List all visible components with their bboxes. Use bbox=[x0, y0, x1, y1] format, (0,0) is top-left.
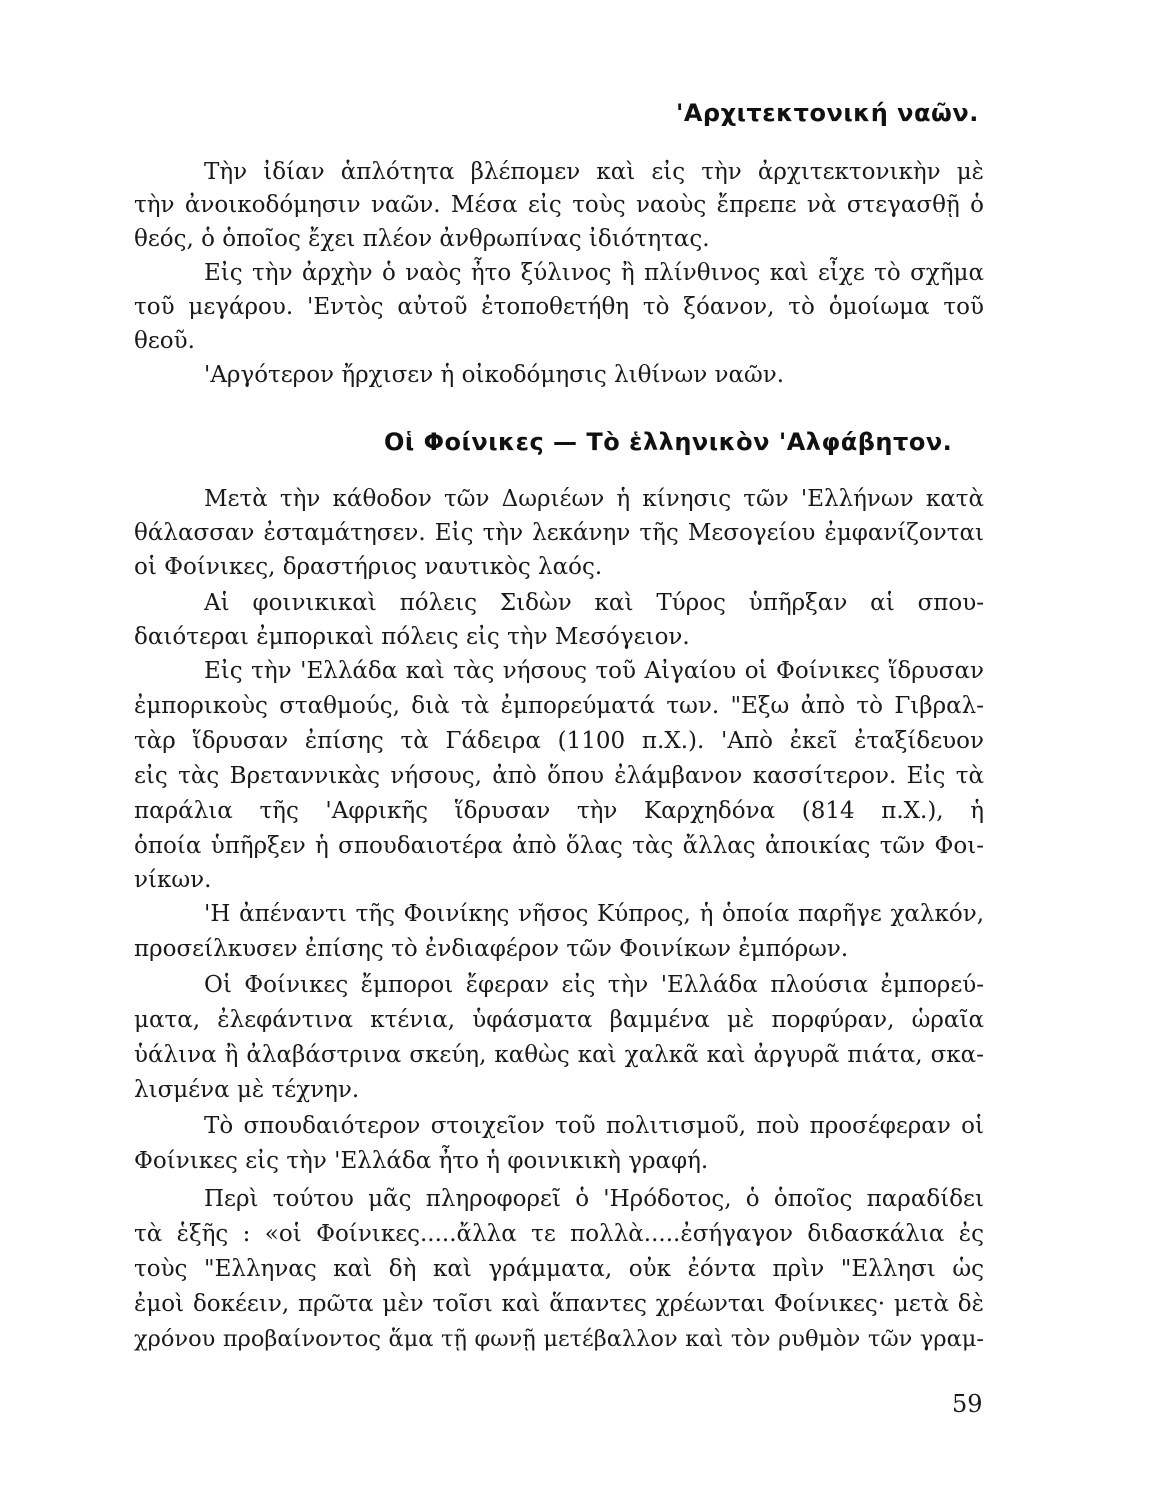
text-line: θεός, ὁ ὁποῖος ἔχει πλέον ἀνθρωπίνας ἰδιότητας. bbox=[134, 226, 710, 252]
text-line: Φοίνικες εἰς τὴν 'Ελλάδα ἦτο ἡ φοινικικὴ γραφή. bbox=[134, 1148, 709, 1174]
text-line: τὰρ ἵδρυσαν ἐπίσης τὰ Γάδειρα (1100 π.Χ.). 'Απὸ ἐκεῖ ἐταξίδευον bbox=[134, 728, 984, 754]
text-line: νίκων. bbox=[134, 867, 212, 893]
text-line: τοὺς "Ελληνας καὶ δὴ καὶ γράμματα, οὐκ ἐόντα πρὶν "Ελλησι ὡς bbox=[134, 1256, 984, 1282]
text-line: θεοῦ. bbox=[134, 328, 195, 354]
text-line: 'Αργότερον ἤρχισεν ἡ οἰκοδόμησις λιθίνων ναῶν. bbox=[204, 362, 785, 388]
text-line: Περὶ τούτου μᾶς πληροφορεῖ ὁ 'Ηρόδοτος, ὁ ὁποῖος παραδίδει bbox=[204, 1186, 984, 1212]
text-line: οἱ Φοίνικες, δραστήριος ναυτικὸς λαός. bbox=[134, 554, 603, 580]
text-line: Οἱ Φοίνικες ἔμποροι ἔφεραν εἰς τὴν 'Ελλάδα πλούσια ἐμπορεύ- bbox=[204, 972, 984, 998]
text-line: τὰ ἑξῆς : «οἱ Φοίνικες.....ἄλλα τε πολλὰ.....ἐσήγαγον διδασκάλια ἐς bbox=[134, 1221, 984, 1247]
text-line: Εἰς τὴν 'Ελλάδα καὶ τὰς νήσους τοῦ Αἰγαίου οἱ Φοίνικες ἵδρυσαν bbox=[204, 658, 984, 684]
text-line: θάλασσαν ἐσταμάτησεν. Εἰς τὴν λεκάνην τῆς Μεσογείου ἐμφανίζονται bbox=[134, 520, 984, 546]
text-line: δαιότεραι ἐμπορικαὶ πόλεις εἰς τὴν Μεσόγειον. bbox=[134, 624, 690, 650]
text-line: προσείλκυσεν ἐπίσης τὸ ἐνδιαφέρον τῶν Φοινίκων ἐμπόρων. bbox=[134, 936, 849, 962]
text-line: χρόνου προβαίνοντος ἅμα τῇ φωνῇ μετέβαλλον καὶ τὸν ρυθμὸν τῶν γραμ- bbox=[134, 1326, 984, 1352]
text-line: λισμένα μὲ τέχνην. bbox=[134, 1077, 360, 1103]
text-line: ὑάλινα ἢ ἀλαβάστρινα σκεύη, καθὼς καὶ χαλκᾶ καὶ ἀργυρᾶ πιάτα, σκα- bbox=[134, 1042, 984, 1068]
text-line: Εἰς τὴν ἀρχὴν ὁ ναὸς ἦτο ξύλινος ἢ πλίνθινος καὶ εἶχε τὸ σχῆμα bbox=[204, 260, 984, 286]
text-line: ματα, ἐλεφάντινα κτένια, ὑφάσματα βαμμένα μὲ πορφύραν, ὡραῖα bbox=[134, 1007, 984, 1033]
text-line: Τὸ σπουδαιότερον στοιχεῖον τοῦ πολιτισμοῦ, ποὺ προσέφεραν οἱ bbox=[204, 1113, 984, 1139]
text-line: εἰς τὰς Βρεταννικὰς νήσους, ἀπὸ ὅπου ἐλάμβανον κασσίτερον. Εἰς τὰ bbox=[134, 763, 984, 789]
text-line: ὁποία ὑπῆρξεν ἡ σπουδαιοτέρα ἀπὸ ὅλας τὰς ἄλλας ἀποικίας τῶν Φοι- bbox=[134, 833, 984, 859]
text-line: τοῦ μεγάρου. 'Εντὸς αὐτοῦ ἐτοποθετήθη τὸ ξόανον, τὸ ὁμοίωμα τοῦ bbox=[134, 294, 984, 320]
text-line: ἐμπορικοὺς σταθμούς, διὰ τὰ ἐμπορεύματά των. "Εξω ἀπὸ τὸ Γιβραλ- bbox=[134, 693, 984, 719]
text-line: παράλια τῆς 'Αφρικῆς ἵδρυσαν τὴν Καρχηδόνα (814 π.Χ.), ἡ bbox=[134, 798, 984, 824]
text-line: 'Η ἀπέναντι τῆς Φοινίκης νῆσος Κύπρος, ἡ ὁποία παρῆγε χαλκόν, bbox=[204, 901, 984, 927]
text-line: τὴν ἀνοικοδόμησιν ναῶν. Μέσα εἰς τοὺς ναοὺς ἔπρεπε νὰ στεγασθῇ ὁ bbox=[134, 192, 984, 218]
text-line: Τὴν ἰδίαν ἁπλότητα βλέπομεν καὶ εἰς τὴν ἀρχιτεκτονικὴν μὲ bbox=[204, 159, 984, 185]
text-line: ἐμοὶ δοκέειν, πρῶτα μὲν τοῖσι καὶ ἅπαντες χρέωνται Φοίνικες· μετὰ δὲ bbox=[134, 1291, 984, 1317]
section-heading-architecture: 'Αρχιτεκτονική ναῶν. bbox=[676, 99, 979, 127]
page-number: 59 bbox=[952, 1390, 983, 1418]
section-heading-phoenicians: Οἱ Φοίνικες — Τὸ ἑλληνικὸν 'Αλφάβητον. bbox=[384, 428, 953, 456]
text-line: Μετὰ τὴν κάθοδον τῶν Δωριέων ἡ κίνησις τῶν 'Ελλήνων κατὰ bbox=[204, 486, 984, 512]
text-line: Αἱ φοινικικαὶ πόλεις Σιδὼν καὶ Τύρος ὑπῆρξαν αἱ σπου- bbox=[204, 590, 984, 616]
